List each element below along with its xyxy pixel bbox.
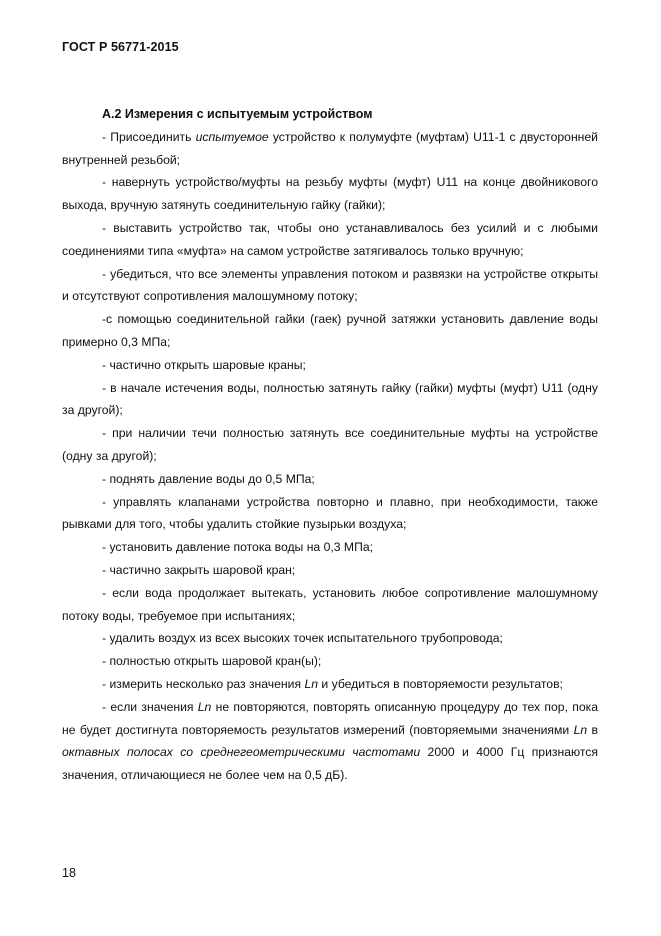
paragraph-1-text-c: устройство к полумуфте (муфтам) U11-1 с двусторонней внутренней резьбой; xyxy=(62,129,598,167)
paragraph-9: - поднять давление воды до 0,5 МПа; xyxy=(102,471,315,486)
paragraph-15: - полностью открыть шаровой кран(ы); xyxy=(102,654,322,669)
paragraph-16-text-a: - измерить несколько раз значения xyxy=(102,676,305,691)
paragraph-14: - удалить воздух из всех высоких точек испытательного трубопровода; xyxy=(102,631,503,646)
paragraph-12: - частично закрыть шаровой кран; xyxy=(102,562,296,577)
paragraph-10: - управлять клапанами устройства повторно и плавно, при необходимости, также рывками для того, чтобы удалить стойкие пузырьки воздуха; xyxy=(62,494,598,532)
paragraph-2: - навернуть устройство/муфты на резьбу муфты (муфт) U11 на конце двойникового выхода, вручную затянуть соединительную гайку (гайки); xyxy=(62,175,598,213)
paragraph-8: - при наличии течи полностью затянуть все соединительные муфты на устройстве (одну за другой); xyxy=(62,426,598,463)
paragraph-17-text-e: 2000 и 4000 Гц признаются значения, отличающиеся не более чем на 0,5 дБ). xyxy=(62,745,598,783)
paragraph-16-text-c: и убедиться в повторяемости результатов; xyxy=(318,676,563,691)
ln-symbol: Ln xyxy=(573,722,588,737)
section-title: А.2 Измерения с испытуемым устройством xyxy=(102,107,373,121)
document-header: ГОСТ Р 56771-2015 xyxy=(62,40,179,54)
paragraph-1 xyxy=(62,126,598,172)
paragraph-16 xyxy=(62,673,598,696)
paragraph-5: -с помощью соединительной гайки (гаек) ручной затяжки установить давление воды примерно 0,3 МПа; xyxy=(62,312,598,349)
paragraph-17-text-b: не повторяются, повторять описанную процедуру до тех пор, пока не будет достигнута повторяемость результатов измерений (повторяемыми значениями xyxy=(62,699,598,737)
paragraph-17-italic: октавных полосах со среднегеометрическими частотами xyxy=(62,745,421,760)
ln-symbol: Ln xyxy=(304,676,319,691)
paragraph-6: - частично открыть шаровые краны; xyxy=(102,357,306,372)
document-body xyxy=(62,103,598,787)
paragraph-17 xyxy=(62,696,598,787)
paragraph-17-text-c: в xyxy=(587,722,598,737)
paragraph-11: - установить давление потока воды на 0,3 МПа; xyxy=(102,540,374,555)
paragraph-1-text-a: - Присоединить xyxy=(102,129,196,144)
paragraph-7: - в начале истечения воды, полностью затянуть гайку (гайки) муфты (муфт) U11 (одну за другой); xyxy=(62,380,598,418)
paragraph-17-text-a: - если значения xyxy=(102,699,198,714)
ln-symbol: Ln xyxy=(197,699,212,714)
paragraph-13: - если вода продолжает вытекать, установить любое сопротивление малошумному потоку воды, требуемое при испытаниях; xyxy=(62,585,598,623)
paragraph-3: - выставить устройство так, чтобы оно устанавливалось без усилий и с любыми соединениями типа «муфта» на самом устройстве затягивалось только вручную; xyxy=(62,220,598,258)
paragraph-4: - убедиться, что все элементы управления потоком и развязки на устройстве открыты и отсутствуют сопротивления малошумному потоку; xyxy=(62,266,598,304)
paragraph-1-italic: испытуемое xyxy=(195,129,269,144)
page-number: 18 xyxy=(62,866,76,880)
